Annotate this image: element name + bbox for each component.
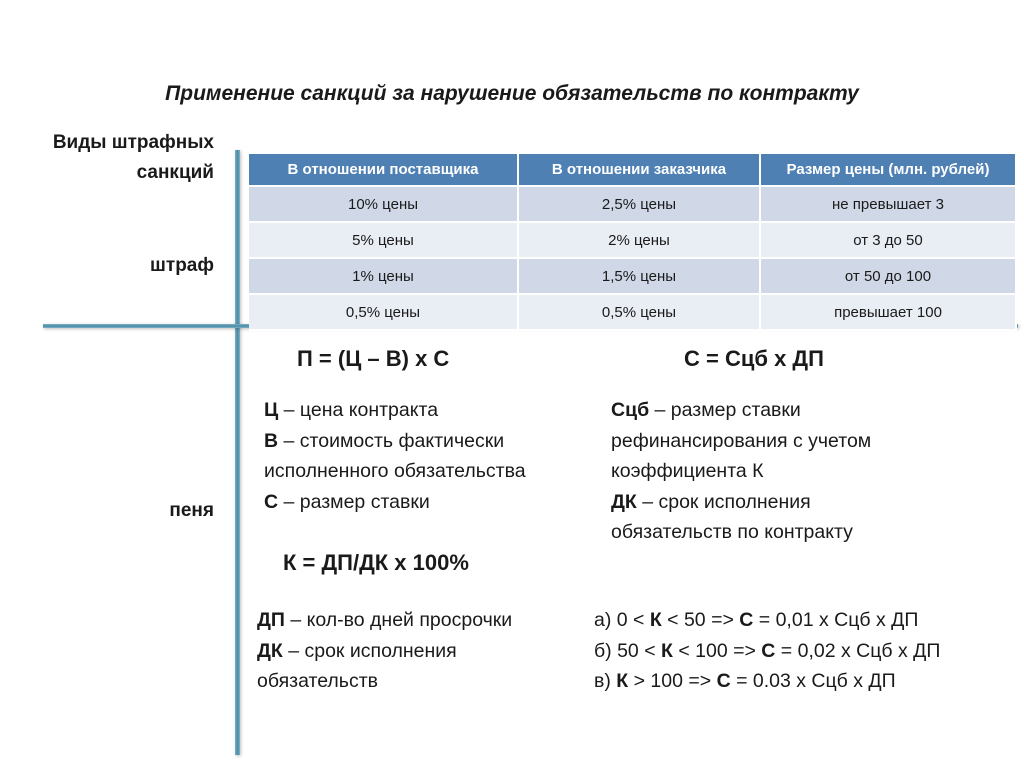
table-cell: не превышает 3 xyxy=(760,186,1016,222)
definition-line: Сцб – размер ставки xyxy=(611,399,801,421)
table-header-row xyxy=(249,154,1016,186)
table-cell: от 3 до 50 xyxy=(760,222,1016,258)
table-cell: от 50 до 100 xyxy=(760,258,1016,294)
table-cell: 2,5% цены xyxy=(518,186,760,222)
table-row xyxy=(249,294,1016,330)
table-cell: 2% цены xyxy=(518,222,760,258)
vertical-divider xyxy=(235,150,240,755)
penalty-label: пеня xyxy=(169,500,214,521)
table-cell: 10% цены xyxy=(249,186,518,222)
definition-line: обязательств по контракту xyxy=(611,521,853,543)
definition-line: ДП – кол-во дней просрочки xyxy=(257,609,513,631)
definition-line: В – стоимость фактически xyxy=(264,429,505,452)
rate-conditions xyxy=(594,605,940,697)
k-formula: К = ДП/ДК х 100% xyxy=(283,550,469,575)
slide-title: Применение санкций за нарушение обязательств по контракту xyxy=(165,82,859,105)
table-cell: 1,5% цены xyxy=(518,258,760,294)
table-cell: 5% цены xyxy=(249,222,518,258)
table-cell: 1% цены xyxy=(249,258,518,294)
condition-line: в) К > 100 => С = 0.03 х Сцб х ДП xyxy=(594,670,896,692)
sanction-types-label-line2: санкций xyxy=(136,162,214,183)
header-price-size: Размер цены (млн. рублей) xyxy=(760,154,1016,186)
definition-line: исполненного обязательства xyxy=(264,460,526,482)
header-customer: В отношении заказчика xyxy=(518,154,760,186)
condition-line: а) 0 < К < 50 => С = 0,01 х Сцб х ДП xyxy=(594,609,919,631)
definition-line: рефинансирования с учетом xyxy=(611,429,872,452)
sanctions-table xyxy=(249,154,1017,331)
definition-line: ДК – срок исполнения xyxy=(611,490,811,513)
penalty-formula-definitions xyxy=(264,395,526,517)
table-row xyxy=(249,186,1016,222)
definition-line: С – размер ставки xyxy=(264,490,430,513)
definition-line: обязательств xyxy=(257,670,378,692)
table-cell: 0,5% цены xyxy=(249,294,518,330)
table-cell: превышает 100 xyxy=(760,294,1016,330)
condition-line: б) 50 < К < 100 => С = 0,02 х Сцб х ДП xyxy=(594,639,941,662)
definition-line: ДК – срок исполнения xyxy=(257,639,457,662)
fine-label: штраф xyxy=(150,255,214,276)
sanction-types-label xyxy=(14,128,214,188)
definition-line: Ц – цена контракта xyxy=(264,399,439,421)
rate-formula: С = Сцб х ДП xyxy=(684,346,824,371)
header-supplier: В отношении поставщика xyxy=(249,154,518,186)
table-row xyxy=(249,222,1016,258)
k-formula-definitions xyxy=(257,605,512,697)
sanction-types-label-line1: Виды штрафных xyxy=(52,132,214,153)
table-cell: 0,5% цены xyxy=(518,294,760,330)
definition-line: коэффициента К xyxy=(611,460,764,482)
rate-formula-definitions xyxy=(611,395,871,548)
table-row xyxy=(249,258,1016,294)
penalty-formula: П = (Ц – В) х С xyxy=(297,346,450,371)
